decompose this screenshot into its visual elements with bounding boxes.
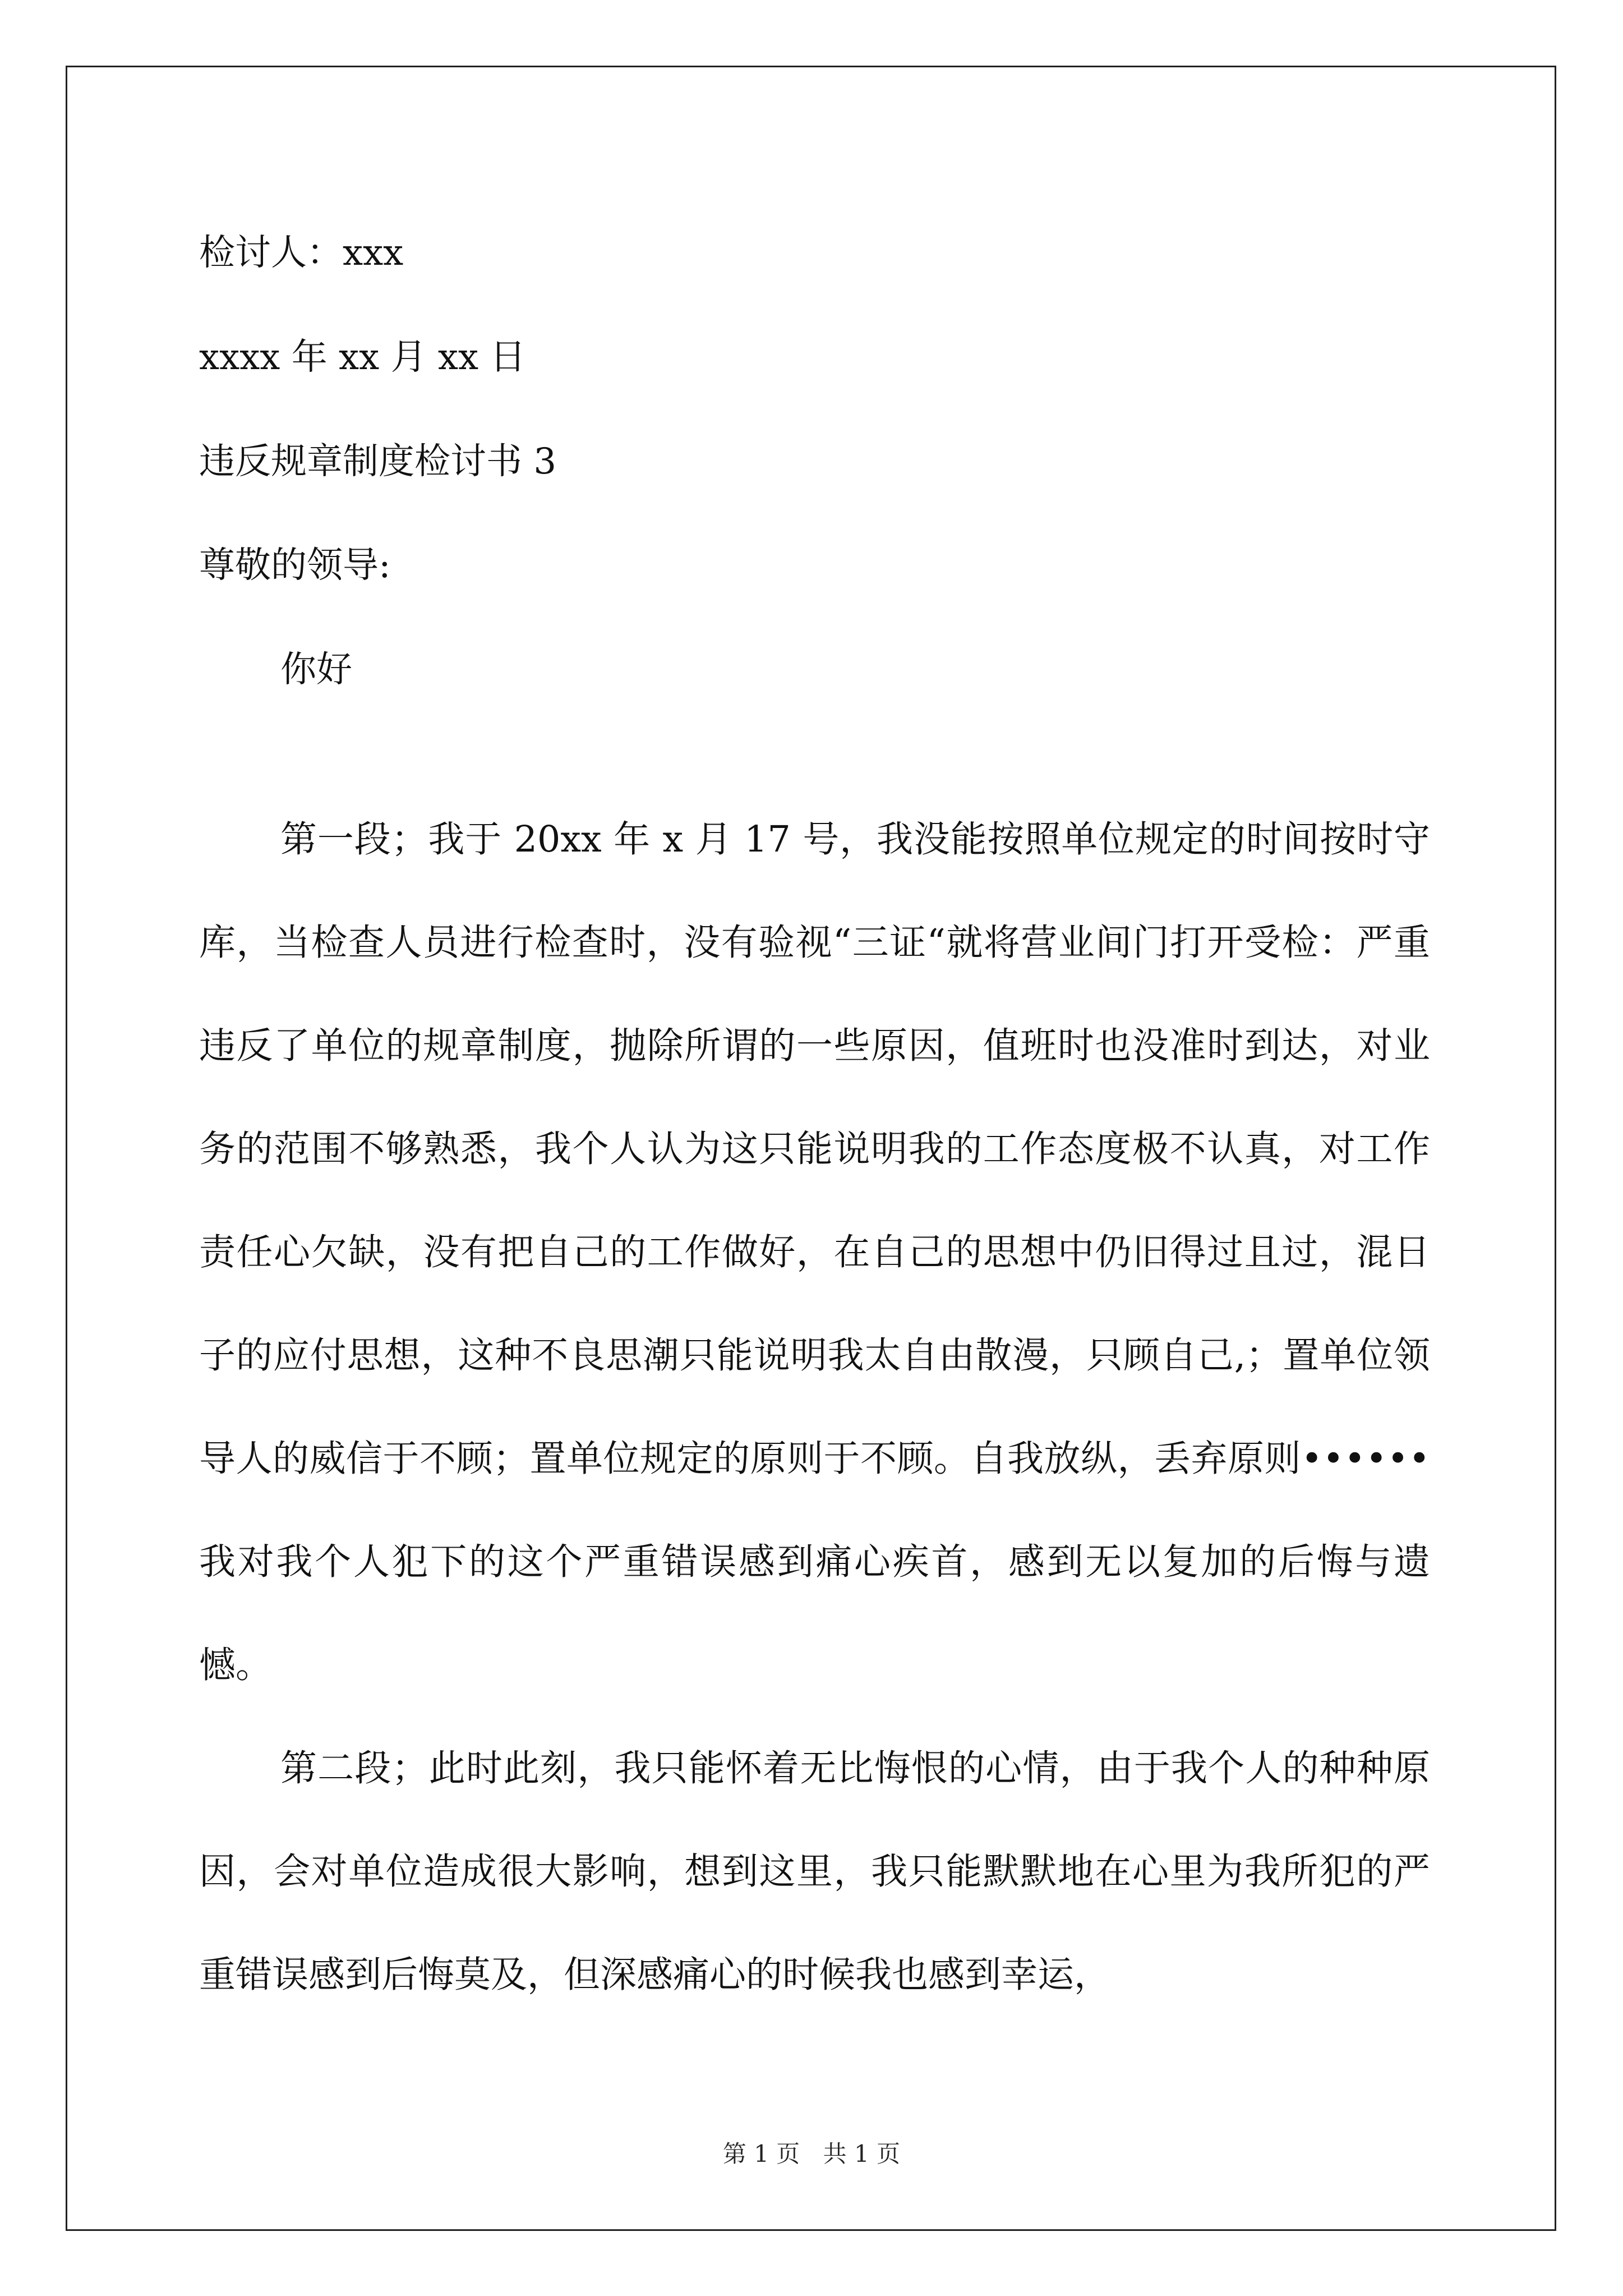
page-footer [0,2140,1623,2168]
reviewer-line: 检讨人：xxx [199,232,404,274]
document-title: 违反规章制度检讨书 3 [199,441,557,482]
paragraph-2: 第二段；此时此刻，我只能怀着无比悔恨的心情，由于我个人的种种原因，会对单位造成很大影响，想到这里，我只能默默地在心里为我所犯的严重错误感到后悔莫及，但深感痛心的时候我也感到幸运， [199,1747,1430,1996]
date-line: xxxx 年 xx 月 xx 日 [199,337,526,378]
salutation: 尊敬的领导: [199,545,391,586]
greeting: 你好 [280,649,352,691]
page-number: 第 1 页 [722,2140,800,2168]
page-total: 共 1 页 [823,2140,901,2168]
document-body [199,788,1430,2027]
paragraph-1: 第一段；我于 20xx 年 x 月 17 号，我没能按照单位规定的时间按时守库，当检查人员进行检查时，没有验视“三证“就将营业间门打开受检：严重违反了单位的规章制度，抛除所谓的一些原因，值班时也没准时到达，对业务的范围不够熟悉，我个人认为这只能说明我的工作态度极不认真，对工作责任心欠缺，没有把自己的工作做好，在自己的思想中仍旧得过且过，混日子的应付思想，这种不良思潮只能说明我太自由散漫，只顾自己,；置单位领导人的威信于不顾；置单位规定的原则于不顾。自我放纵，丢弃原则••••••我对我个人犯下的这个严重错误感到痛心疾首，感到无以复加的后悔与遗憾。 [199,818,1430,1686]
